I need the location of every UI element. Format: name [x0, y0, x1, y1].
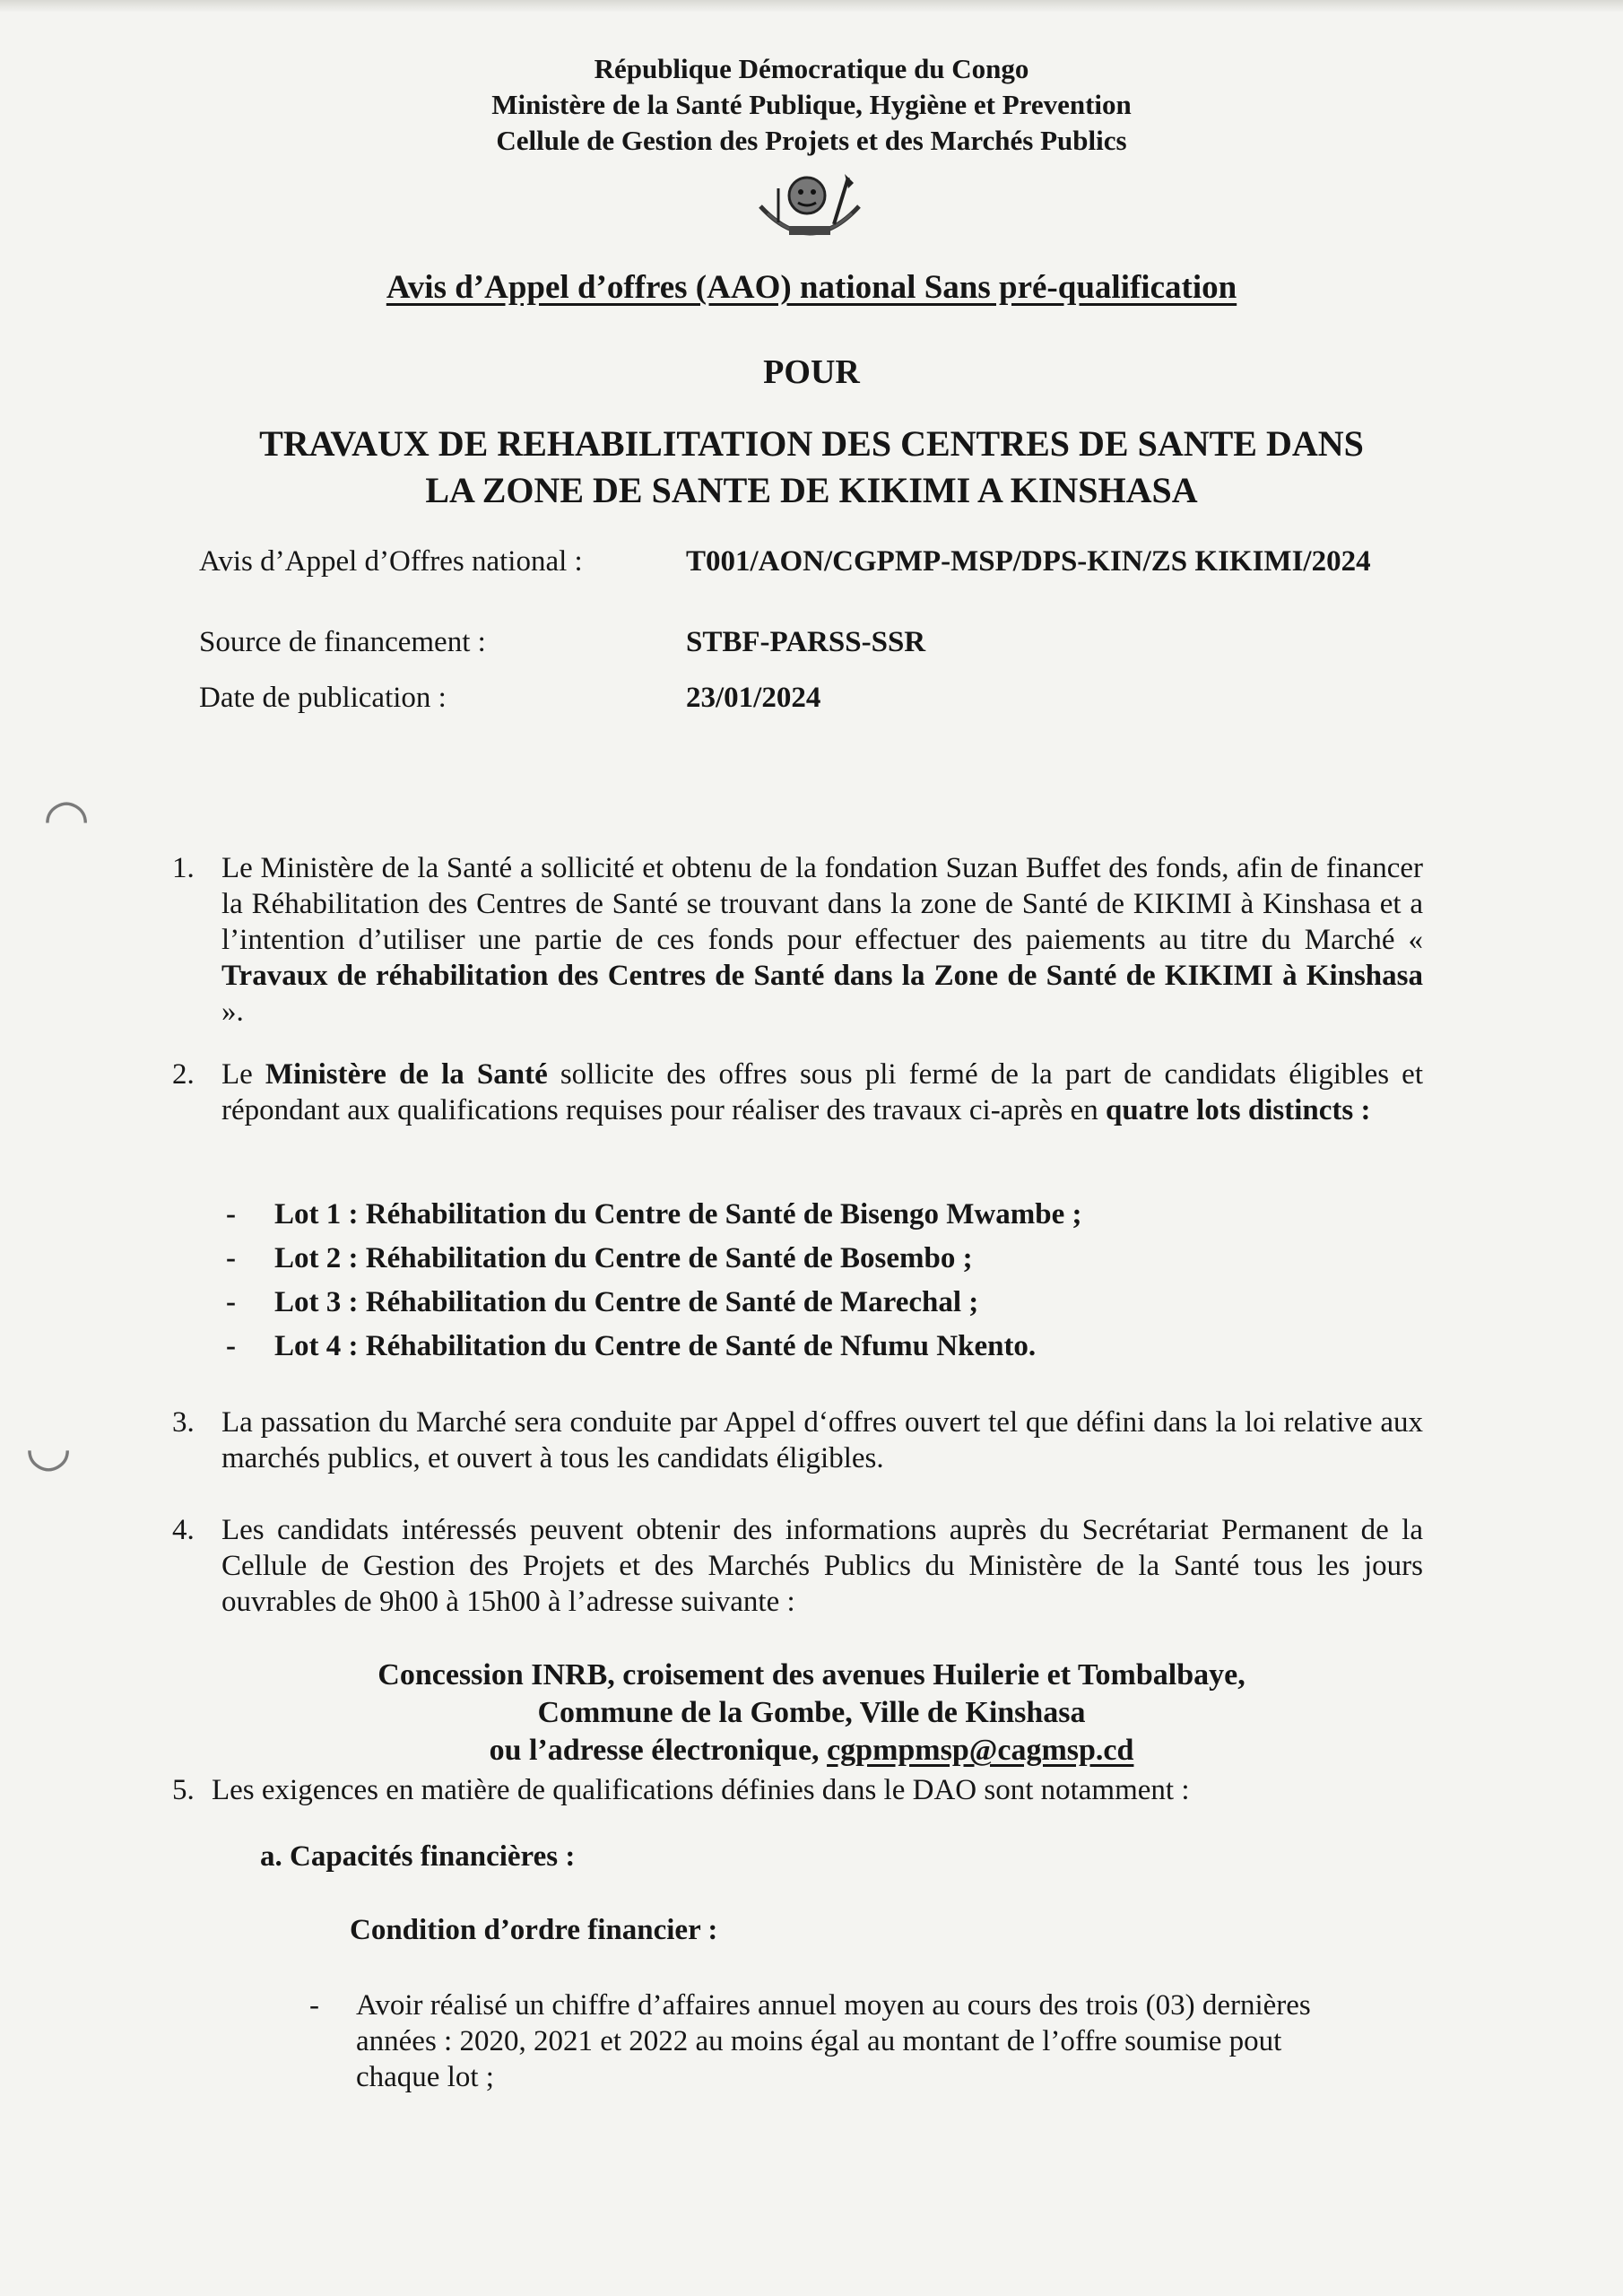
address-email-prefix: ou l’adresse électronique, — [489, 1734, 828, 1767]
paragraph-4: Les candidats intéressés peuvent obtenir des informations auprès du Secrétariat Permanent de la Cellule de Gestion des Projets et des Marchés Publics du Ministère de la Santé tous les jours ouvrables de 9h00 à 15h00 à l’adresse suivante : — [221, 1514, 1423, 1618]
paragraph-number: 5. — [172, 1774, 195, 1806]
punch-hole-mark: ◠ — [43, 787, 91, 850]
paragraph-1 — [221, 850, 1423, 1030]
project-title-line2: LA ZONE DE SANTE DE KIKIMI A KINSHASA — [425, 470, 1198, 510]
meta-label-funding: Source de financement : — [199, 626, 486, 658]
financial-condition-item: Avoir réalisé un chiffre d’affaires annuel moyen au cours des trois (03) dernières années : 2020, 2021 et 2022 au moins égal au montant de l’offre soumise pout chaque lot ; — [356, 1989, 1311, 2093]
paragraph-2 — [221, 1057, 1423, 1128]
paragraph-number: 4. — [172, 1514, 195, 1546]
lot-1: Lot 1 : Réhabilitation du Centre de Santé de Bisengo Mwambe ; — [274, 1198, 1082, 1231]
paragraph-number: 1. — [172, 852, 195, 884]
address-line3 — [0, 1733, 1623, 1769]
email-link[interactable]: cgpmpmsp@cagmsp.cd — [827, 1734, 1134, 1767]
p2-text-b: sollicite des offres sous pli fermé de la part de candidats éligibles et répondant aux qualifications requises pour réaliser des travaux ci-après en — [221, 1058, 1423, 1126]
header-cell: Cellule de Gestion des Projets et des Marchés Publics — [496, 125, 1127, 156]
address-line2: Commune de la Gombe, Ville de Kinshasa — [537, 1696, 1086, 1729]
lot-4: Lot 4 : Réhabilitation du Centre de Santé de Nfumu Nkento. — [274, 1330, 1037, 1362]
meta-label-date: Date de publication : — [199, 682, 447, 714]
lot-dash: - — [226, 1330, 236, 1362]
header-ministry: Ministère de la Santé Publique, Hygiène et Prevention — [491, 89, 1132, 120]
scan-edge — [0, 0, 1623, 13]
notice-title-text: Avis d’Appel d’offres (AAO) national Sans pré-qualification — [386, 269, 1237, 306]
p1-end: ». — [221, 996, 244, 1028]
address-line1: Concession INRB, croisement des avenues Huilerie et Tombalbaye, — [378, 1658, 1245, 1692]
lot-dash: - — [226, 1286, 236, 1318]
lot-3: Lot 3 : Réhabilitation du Centre de Santé de Marechal ; — [274, 1286, 979, 1318]
p1-text: Le Ministère de la Santé a sollicité et obtenu de la fondation Suzan Buffet des fonds, afin de financer la Réhabilitation des Centres de Santé se trouvant dans la zone de Santé de KIKIMI à Kinshasa et a l’intention d’utiliser une partie de ces fonds pour effectuer des paiements au titre du Marché « — [221, 852, 1423, 956]
lot-dash: - — [226, 1198, 236, 1231]
p2-bold-ministry: Ministère de la Santé — [265, 1058, 548, 1091]
notice-title — [0, 267, 1623, 309]
lot-dash: - — [226, 1242, 236, 1274]
p2-bold-lots: quatre lots distincts : — [1105, 1094, 1371, 1126]
p1-bold: Travaux de réhabilitation des Centres de Santé dans la Zone de Santé de KIKIMI à Kinshasa — [221, 960, 1423, 992]
section-a-heading: a. Capacités financières : — [260, 1840, 576, 1873]
header-country: République Démocratique du Congo — [594, 53, 1029, 84]
meta-label-notice: Avis d’Appel d’Offres national : — [199, 545, 583, 578]
coat-of-arms-emblem — [751, 170, 868, 249]
punch-hole-mark: ◡ — [25, 1415, 73, 1478]
lot-2: Lot 2 : Réhabilitation du Centre de Santé de Bosembo ; — [274, 1242, 973, 1274]
meta-value-date: 23/01/2024 — [686, 682, 821, 714]
paragraph-number: 2. — [172, 1058, 195, 1091]
pour-heading: POUR — [763, 353, 860, 391]
p2-text-a: Le — [221, 1058, 265, 1091]
meta-value-funding: STBF-PARSS-SSR — [686, 626, 926, 658]
paragraph-5: Les exigences en matière de qualifications définies dans le DAO sont notamment : — [212, 1774, 1190, 1806]
item-dash: - — [309, 1989, 319, 2022]
condition-heading: Condition d’ordre financier : — [350, 1914, 718, 1946]
paragraph-number: 3. — [172, 1406, 195, 1439]
meta-value-notice: T001/AON/CGPMP-MSP/DPS-KIN/ZS KIKIMI/2024 — [686, 545, 1371, 578]
project-title-line1: TRAVAUX DE REHABILITATION DES CENTRES DE SANTE DANS — [259, 423, 1364, 464]
paragraph-3: La passation du Marché sera conduite par Appel d‘offres ouvert tel que défini dans la loi relative aux marchés publics, et ouvert à tous les candidats éligibles. — [221, 1406, 1423, 1474]
